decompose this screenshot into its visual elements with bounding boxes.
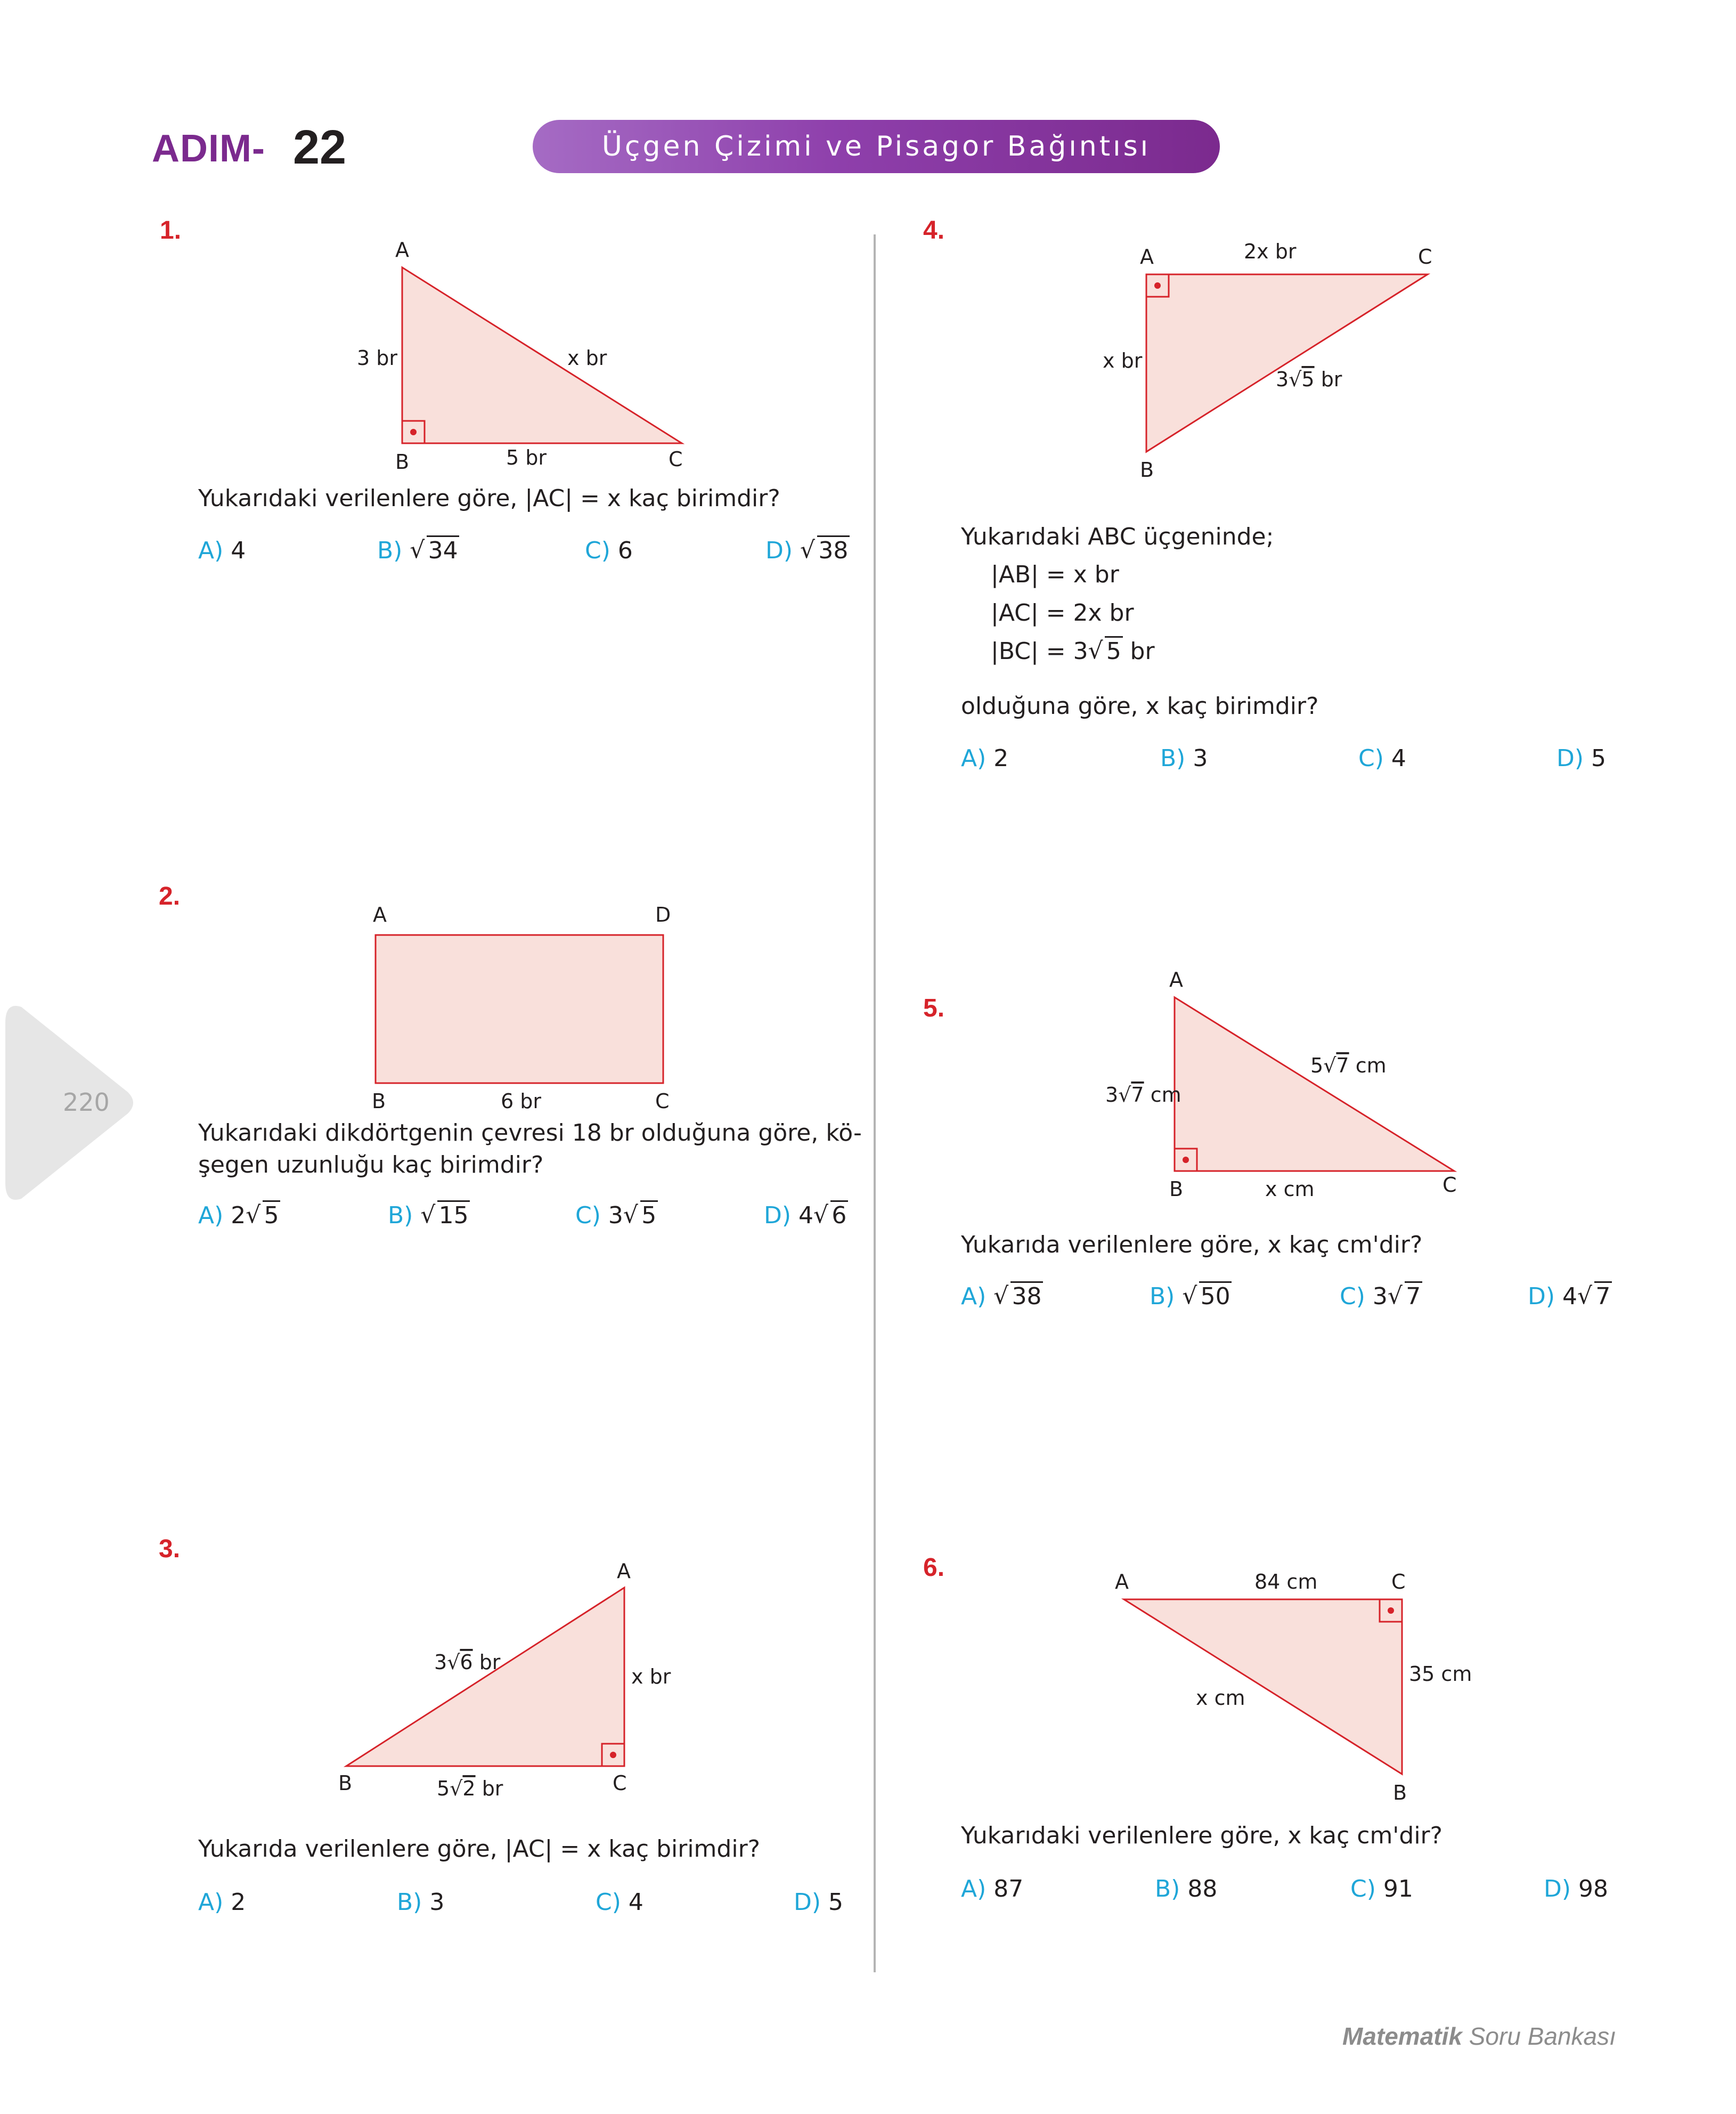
q6-option-b[interactable]: B) 88 <box>1155 1875 1218 1902</box>
q2-option-b[interactable]: B) √ 15 <box>388 1202 470 1229</box>
q6-vertex-b: B <box>1393 1781 1407 1804</box>
question-4-given-bc: |BC| = 3√ 5 br <box>991 635 1155 668</box>
q3-side-ab: 3√6 br <box>434 1650 501 1674</box>
question-6-text: Yukarıdaki verilenlere göre, x kaç cm'dir? <box>961 1822 1442 1849</box>
question-6-number: 6. <box>923 1554 945 1582</box>
step-label: ADIM- <box>152 127 265 170</box>
question-2-figure <box>341 900 714 1113</box>
question-5-figure <box>1087 959 1492 1209</box>
column-divider <box>874 234 876 1972</box>
question-4-number: 4. <box>923 216 945 245</box>
q3-option-b[interactable]: B) 3 <box>397 1889 445 1916</box>
question-1-figure <box>330 234 735 479</box>
q5-vertex-b: B <box>1169 1177 1184 1201</box>
question-5-text: Yukarıda verilenlere göre, x kaç cm'dir? <box>961 1231 1423 1258</box>
q4-vertex-b: B <box>1140 458 1154 482</box>
q1-vertex-a: A <box>395 238 409 262</box>
question-3-text: Yukarıda verilenlere göre, |AC| = x kaç birimdir? <box>198 1835 761 1863</box>
question-2-text-line2: şegen uzunluğu kaç birimdir? <box>198 1151 544 1178</box>
question-4-given-ac: |AC| = 2x br <box>991 599 1134 627</box>
question-4-given-ab: |AB| = x br <box>991 561 1119 588</box>
q6-side-cb: 35 cm <box>1409 1662 1472 1686</box>
q6-side-ab: x cm <box>1196 1686 1245 1710</box>
q4-vertex-a: A <box>1140 245 1154 269</box>
q4-option-c[interactable]: C) 4 <box>1358 745 1406 772</box>
q6-option-c[interactable]: C) 91 <box>1350 1875 1413 1902</box>
q5-option-b[interactable]: B) √ 50 <box>1150 1283 1232 1310</box>
q5-side-ab: 3√7 cm <box>1105 1083 1181 1107</box>
q1-vertex-b: B <box>395 450 410 474</box>
q2-vertex-a: A <box>373 903 387 926</box>
q3-option-a[interactable]: A) 2 <box>198 1889 246 1916</box>
q6-vertex-a: A <box>1115 1570 1129 1593</box>
page-number: 220 <box>63 1088 110 1117</box>
footer-brand: Matematik Soru Bankası <box>1342 2022 1616 2050</box>
question-2-text-line1: Yukarıdaki dikdörtgenin çevresi 18 br olduğuna göre, kö- <box>198 1119 862 1147</box>
q1-option-a[interactable]: A) 4 <box>198 537 246 564</box>
q1-side-bc: 5 br <box>506 446 547 469</box>
q5-option-c[interactable]: C) 3√ 7 <box>1340 1283 1422 1310</box>
q2-vertex-c: C <box>655 1089 670 1113</box>
q4-vertex-c: C <box>1418 245 1432 269</box>
q2-vertex-d: D <box>655 903 671 926</box>
q1-option-d[interactable]: D) √ 38 <box>765 537 850 564</box>
q6-side-ac: 84 cm <box>1254 1570 1318 1593</box>
question-3-number: 3. <box>159 1535 181 1563</box>
q1-option-b[interactable]: B) √ 34 <box>377 537 459 564</box>
q4-option-d[interactable]: D) 5 <box>1556 745 1607 772</box>
q4-option-a[interactable]: A) 2 <box>961 745 1009 772</box>
q3-vertex-c: C <box>613 1771 627 1795</box>
question-6-figure <box>1097 1561 1502 1811</box>
q5-option-a[interactable]: A) √ 38 <box>961 1283 1043 1310</box>
q5-side-bc: x cm <box>1265 1177 1315 1201</box>
q4-option-b[interactable]: B) 3 <box>1160 745 1208 772</box>
q3-side-ac: x br <box>631 1665 671 1688</box>
q1-side-ac: x br <box>567 346 607 370</box>
q1-side-ab: 3 br <box>357 346 397 370</box>
q4-side-ac: 2x br <box>1244 240 1297 263</box>
question-1-text: Yukarıdaki verilenlere göre, |AC| = x kaç birimdir? <box>198 485 780 512</box>
q5-vertex-c: C <box>1442 1173 1457 1197</box>
q2-side-bc: 6 br <box>501 1089 541 1113</box>
question-4-text: olduğuna göre, x kaç birimdir? <box>961 693 1319 720</box>
q2-vertex-b: B <box>372 1089 386 1113</box>
q6-option-d[interactable]: D) 98 <box>1544 1875 1609 1902</box>
question-1-number: 1. <box>160 216 182 245</box>
q1-vertex-c: C <box>669 448 683 471</box>
question-3-figure <box>320 1556 724 1806</box>
q6-vertex-c: C <box>1391 1570 1406 1593</box>
q3-option-c[interactable]: C) 4 <box>596 1889 643 1916</box>
q5-side-ac: 5√7 cm <box>1310 1054 1387 1077</box>
page-title: Üçgen Çizimi ve Pisagor Bağıntısı <box>533 120 1220 173</box>
q6-option-a[interactable]: A) 87 <box>961 1875 1024 1902</box>
q2-option-a[interactable]: A) 2√ 5 <box>198 1202 280 1229</box>
q3-vertex-b: B <box>338 1771 353 1795</box>
question-4-intro: Yukarıdaki ABC üçgeninde; <box>961 523 1274 550</box>
question-5-number: 5. <box>923 994 945 1022</box>
q3-side-bc: 5√2 br <box>437 1777 503 1800</box>
step-number: 22 <box>293 121 347 174</box>
q4-side-ab: x br <box>1103 349 1143 372</box>
q3-option-d[interactable]: D) 5 <box>794 1889 844 1916</box>
q5-option-d[interactable]: D) 4√ 7 <box>1528 1283 1612 1310</box>
q1-option-c[interactable]: C) 6 <box>585 537 633 564</box>
q3-vertex-a: A <box>617 1559 631 1583</box>
q2-option-d[interactable]: D) 4√ 6 <box>764 1202 848 1229</box>
q2-option-c[interactable]: C) 3√ 5 <box>575 1202 658 1229</box>
q5-vertex-a: A <box>1169 968 1183 991</box>
q4-side-bc: 3√5 br <box>1276 368 1342 391</box>
question-2-number: 2. <box>159 882 181 910</box>
question-4-figure <box>1087 234 1460 485</box>
